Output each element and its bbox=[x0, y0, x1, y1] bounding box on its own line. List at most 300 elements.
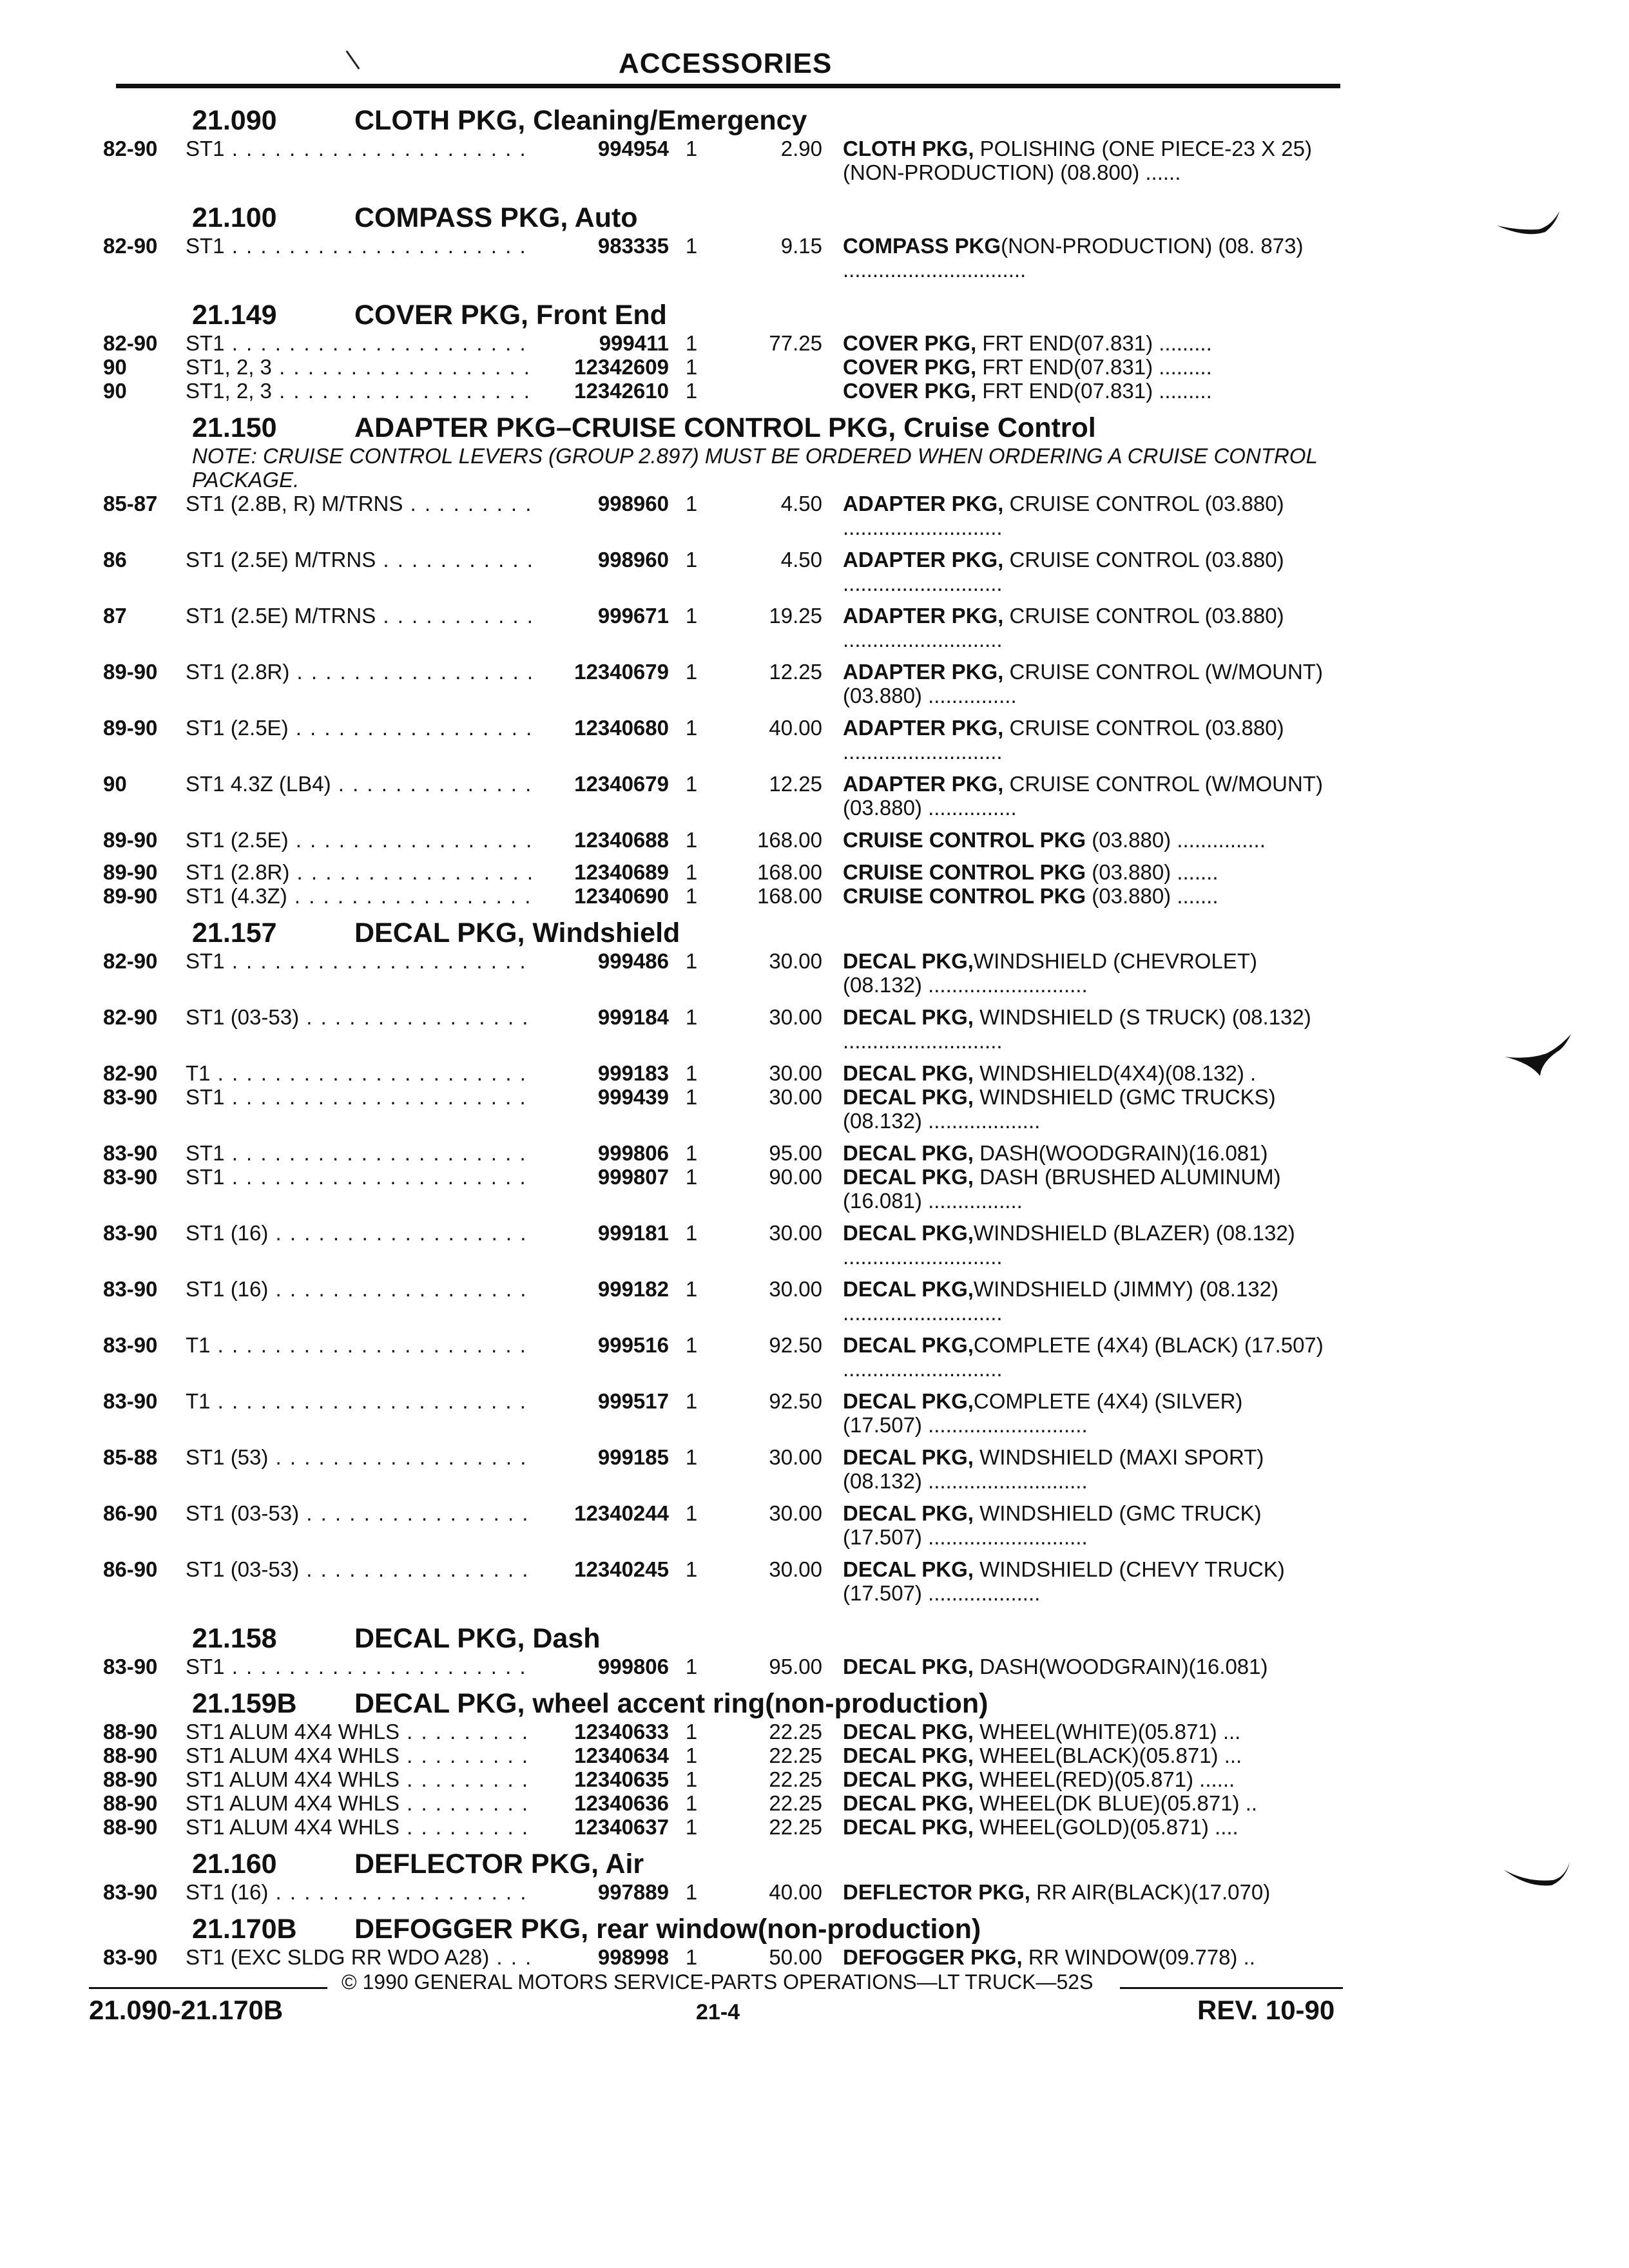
usage-description bbox=[186, 1945, 540, 1969]
part-name-detail: FRT END(07.831) ......... bbox=[976, 379, 1212, 403]
part-name bbox=[843, 1880, 1326, 1904]
quantity: 1 bbox=[685, 1655, 698, 1678]
part-number: 999184 bbox=[597, 1005, 669, 1029]
pen-mark bbox=[346, 50, 360, 70]
part-number: 998998 bbox=[597, 1945, 669, 1969]
list-price: 19.25 bbox=[769, 604, 822, 628]
usage-description bbox=[186, 1005, 540, 1029]
part-name bbox=[843, 355, 1326, 379]
model-years: 86-90 bbox=[103, 1557, 158, 1581]
part-name-detail: (NON-PRODUCTION) (08. 873) ............................... bbox=[843, 234, 1304, 282]
part-name-detail: DASH(WOODGRAIN)(16.081) bbox=[973, 1655, 1268, 1678]
quantity: 1 bbox=[685, 1744, 698, 1767]
part-name bbox=[843, 492, 1326, 539]
part-number: 12340636 bbox=[574, 1791, 669, 1815]
part-name-bold: ADAPTER PKG, bbox=[843, 548, 1004, 572]
part-row bbox=[103, 884, 1366, 908]
section-title: COMPASS PKG, Auto bbox=[354, 202, 638, 233]
model-years: 83-90 bbox=[103, 1945, 158, 1969]
part-row bbox=[103, 1767, 1366, 1791]
model-years: 89-90 bbox=[103, 884, 158, 908]
part-name-detail: FRT END(07.831) ......... bbox=[976, 355, 1212, 379]
list-price: 30.00 bbox=[769, 1005, 822, 1029]
quantity: 1 bbox=[685, 772, 698, 796]
part-row bbox=[103, 1791, 1366, 1815]
part-number: 12342610 bbox=[574, 379, 669, 403]
model-years: 82-90 bbox=[103, 137, 158, 160]
part-number: 999181 bbox=[597, 1221, 669, 1245]
part-name-detail: RR WINDOW(09.778) .. bbox=[1022, 1945, 1255, 1969]
quantity: 1 bbox=[685, 1085, 698, 1109]
part-row bbox=[103, 828, 1366, 852]
part-name bbox=[843, 1333, 1326, 1381]
part-name bbox=[843, 884, 1326, 908]
part-name-detail: (03.880) ....... bbox=[1086, 860, 1219, 884]
model-years: 82-90 bbox=[103, 234, 158, 258]
part-name-detail: CRUISE CONTROL (03.880) ........................... bbox=[843, 716, 1284, 764]
usage-description bbox=[186, 1445, 540, 1469]
model-years: 88-90 bbox=[103, 1815, 158, 1839]
part-number: 12340637 bbox=[574, 1815, 669, 1839]
part-name-bold: DECAL PKG, bbox=[843, 1744, 974, 1767]
section-title: CLOTH PKG, Cleaning/Emergency bbox=[354, 105, 807, 136]
part-name-bold: CRUISE CONTROL PKG bbox=[843, 860, 1086, 884]
usage-description bbox=[186, 137, 540, 160]
part-name-detail: WINDSHIELD (S TRUCK) (08.132) ........................... bbox=[843, 1005, 1311, 1053]
section-number: 21.150 bbox=[192, 412, 277, 443]
usage-description bbox=[186, 1815, 540, 1839]
part-number: 12340245 bbox=[574, 1557, 669, 1581]
part-name-detail: COMPLETE (4X4) (SILVER) (17.507) ........................... bbox=[843, 1389, 1243, 1437]
part-name-bold: COVER PKG, bbox=[843, 331, 977, 355]
list-price: 92.50 bbox=[769, 1389, 822, 1413]
part-name bbox=[843, 1221, 1326, 1269]
list-price: 30.00 bbox=[769, 1501, 822, 1525]
section-number: 21.160 bbox=[192, 1849, 277, 1879]
list-price: 30.00 bbox=[769, 949, 822, 973]
part-name-bold: DECAL PKG, bbox=[843, 1655, 974, 1678]
model-years: 88-90 bbox=[103, 1720, 158, 1744]
part-name-detail: WINDSHIELD (MAXI SPORT) (08.132) ........................... bbox=[843, 1445, 1264, 1493]
punch-hole-mark bbox=[1494, 206, 1565, 245]
usage-description bbox=[186, 772, 540, 796]
usage-text: ST1 (03-53) . . . bbox=[186, 1005, 535, 1029]
part-name bbox=[843, 1767, 1326, 1791]
usage-description bbox=[186, 1221, 540, 1245]
section-title: COVER PKG, Front End bbox=[354, 300, 667, 331]
part-name-detail: (03.880) ............... bbox=[1086, 828, 1266, 852]
part-name-detail: WINDSHIELD (GMC TRUCK) (17.507) ........................... bbox=[843, 1501, 1262, 1549]
part-name-bold: DECAL PKG, bbox=[843, 1557, 974, 1581]
usage-text: ST1 . . . bbox=[186, 234, 535, 258]
part-row bbox=[103, 355, 1366, 379]
part-name-detail: WINDSHIELD (GMC TRUCKS) (08.132) ................... bbox=[843, 1085, 1276, 1133]
part-name bbox=[843, 1005, 1326, 1053]
section-number: 21.149 bbox=[192, 300, 277, 331]
part-number: 999411 bbox=[599, 331, 669, 355]
quantity: 1 bbox=[685, 548, 698, 572]
quantity: 1 bbox=[685, 949, 698, 973]
part-row bbox=[103, 548, 1366, 595]
usage-text: ST1 . . . bbox=[186, 1085, 535, 1109]
part-number: 983335 bbox=[597, 234, 669, 258]
list-price: 40.00 bbox=[769, 1880, 822, 1904]
section-title: DECAL PKG, Dash bbox=[354, 1623, 601, 1654]
usage-text: ST1 . . . bbox=[186, 1141, 535, 1165]
part-row bbox=[103, 1501, 1366, 1549]
parts-listing bbox=[103, 95, 1366, 1969]
usage-description bbox=[186, 1085, 540, 1109]
part-name bbox=[843, 604, 1326, 651]
list-price: 30.00 bbox=[769, 1277, 822, 1301]
quantity: 1 bbox=[685, 1791, 698, 1815]
part-name-bold: DECAL PKG, bbox=[843, 949, 974, 973]
list-price: 4.50 bbox=[780, 548, 822, 572]
part-name bbox=[843, 1141, 1326, 1165]
list-price: 4.50 bbox=[780, 492, 822, 515]
usage-text: ST1 (16) . . . bbox=[186, 1277, 535, 1301]
quantity: 1 bbox=[685, 1767, 698, 1791]
usage-description bbox=[186, 1655, 540, 1678]
model-years: 82-90 bbox=[103, 1005, 158, 1029]
part-name-detail: WINDSHIELD(4X4)(08.132) . bbox=[973, 1061, 1257, 1085]
list-price: 30.00 bbox=[769, 1085, 822, 1109]
section-heading bbox=[103, 95, 1366, 137]
part-name-bold: DEFLECTOR PKG, bbox=[843, 1880, 1030, 1904]
model-years: 90 bbox=[103, 772, 127, 796]
part-name bbox=[843, 1945, 1326, 1969]
part-name bbox=[843, 1061, 1326, 1085]
part-number: 998960 bbox=[597, 492, 669, 515]
usage-text: ST1 (03-53) . . . bbox=[186, 1501, 535, 1525]
list-price: 95.00 bbox=[769, 1141, 822, 1165]
part-name-detail: WINDSHIELD (JIMMY) (08.132) ........................... bbox=[843, 1277, 1278, 1325]
section-title: DECAL PKG, Windshield bbox=[354, 918, 680, 948]
part-name bbox=[843, 137, 1326, 184]
part-name bbox=[843, 1445, 1326, 1493]
usage-text: ST1 . . . bbox=[186, 137, 535, 160]
section-number: 21.100 bbox=[192, 202, 277, 233]
usage-text: ST1, 2, 3 . . . bbox=[186, 355, 535, 379]
quantity: 1 bbox=[685, 1333, 698, 1357]
footer-page-number: 21-4 bbox=[696, 2000, 740, 2024]
usage-text: ST1 (16) . . . bbox=[186, 1880, 535, 1904]
section-heading bbox=[103, 403, 1366, 444]
usage-description bbox=[186, 860, 540, 884]
usage-description bbox=[186, 234, 540, 258]
model-years: 85-87 bbox=[103, 492, 158, 515]
usage-description bbox=[186, 604, 540, 628]
model-years: 86-90 bbox=[103, 1501, 158, 1525]
usage-description bbox=[186, 1767, 540, 1791]
usage-description bbox=[186, 1744, 540, 1767]
part-name-detail: WINDSHIELD (BLAZER) (08.132) ........................... bbox=[843, 1221, 1295, 1269]
part-name bbox=[843, 234, 1326, 282]
model-years: 82-90 bbox=[103, 331, 158, 355]
part-name bbox=[843, 772, 1326, 820]
list-price: 77.25 bbox=[769, 331, 822, 355]
part-number: 994954 bbox=[597, 137, 669, 160]
part-row bbox=[103, 1880, 1366, 1904]
part-number: 998960 bbox=[597, 548, 669, 572]
model-years: 89-90 bbox=[103, 716, 158, 740]
part-name-bold: DECAL PKG, bbox=[843, 1720, 974, 1744]
part-number: 999182 bbox=[597, 1277, 669, 1301]
usage-description bbox=[186, 1333, 540, 1357]
section-heading bbox=[103, 1839, 1366, 1880]
quantity: 1 bbox=[685, 1005, 698, 1029]
usage-text: T1 . . . bbox=[186, 1061, 535, 1085]
model-years: 83-90 bbox=[103, 1655, 158, 1678]
model-years: 89-90 bbox=[103, 828, 158, 852]
model-years: 83-90 bbox=[103, 1165, 158, 1189]
part-name bbox=[843, 1655, 1326, 1678]
section-number: 21.159B bbox=[192, 1688, 297, 1719]
part-name-bold: DECAL PKG, bbox=[843, 1445, 974, 1469]
usage-description bbox=[186, 1501, 540, 1525]
section-heading bbox=[103, 1678, 1366, 1720]
part-name bbox=[843, 828, 1326, 852]
usage-text: T1 . . . bbox=[186, 1389, 535, 1413]
usage-text: ST1 (4.3Z) . . . bbox=[186, 884, 535, 908]
quantity: 1 bbox=[685, 1445, 698, 1469]
list-price: 9.15 bbox=[780, 234, 822, 258]
part-number: 997889 bbox=[597, 1880, 669, 1904]
quantity: 1 bbox=[685, 604, 698, 628]
part-name-bold: DECAL PKG, bbox=[843, 1333, 974, 1357]
quantity: 1 bbox=[685, 1165, 698, 1189]
part-name-bold: COMPASS PKG bbox=[843, 234, 1001, 258]
usage-description bbox=[186, 1165, 540, 1189]
list-price: 90.00 bbox=[769, 1165, 822, 1189]
part-name bbox=[843, 1165, 1326, 1213]
list-price: 92.50 bbox=[769, 1333, 822, 1357]
part-name-detail: (03.880) ....... bbox=[1086, 884, 1219, 908]
quantity: 1 bbox=[685, 331, 698, 355]
part-name-detail: WINDSHIELD (CHEVROLET) (08.132) ........................... bbox=[843, 949, 1257, 997]
part-row bbox=[103, 1815, 1366, 1839]
part-name-detail: WHEEL(GOLD)(05.871) .... bbox=[973, 1815, 1239, 1839]
section-number: 21.090 bbox=[192, 105, 277, 136]
model-years: 88-90 bbox=[103, 1791, 158, 1815]
quantity: 1 bbox=[685, 1061, 698, 1085]
part-number: 12342609 bbox=[574, 355, 669, 379]
part-row bbox=[103, 1720, 1366, 1744]
model-years: 88-90 bbox=[103, 1767, 158, 1791]
usage-description bbox=[186, 828, 540, 852]
usage-text: ST1 ALUM 4X4 WHLS . . . bbox=[186, 1744, 535, 1767]
usage-text: ST1 . . . bbox=[186, 331, 535, 355]
list-price: 12.25 bbox=[769, 772, 822, 796]
list-price: 22.25 bbox=[769, 1744, 822, 1767]
part-name-bold: ADAPTER PKG, bbox=[843, 492, 1004, 515]
list-price: 168.00 bbox=[757, 860, 822, 884]
part-row bbox=[103, 1389, 1366, 1437]
part-name bbox=[843, 548, 1326, 595]
part-number: 12340634 bbox=[574, 1744, 669, 1767]
model-years: 83-90 bbox=[103, 1880, 158, 1904]
part-name bbox=[843, 331, 1326, 355]
list-price: 22.25 bbox=[769, 1791, 822, 1815]
footer-rule-right bbox=[1120, 1987, 1343, 1989]
part-number: 999517 bbox=[597, 1389, 669, 1413]
section-heading bbox=[103, 290, 1366, 331]
quantity: 1 bbox=[685, 492, 698, 515]
part-name-bold: DECAL PKG, bbox=[843, 1141, 974, 1165]
quantity: 1 bbox=[685, 379, 698, 403]
part-row bbox=[103, 331, 1366, 355]
usage-description bbox=[186, 1061, 540, 1085]
part-name-bold: ADAPTER PKG, bbox=[843, 604, 1004, 628]
part-name-detail: WHEEL(WHITE)(05.871) ... bbox=[973, 1720, 1241, 1744]
section-title: ADAPTER PKG–CRUISE CONTROL PKG, Cruise Control bbox=[354, 412, 1096, 443]
part-name-detail: CRUISE CONTROL (03.880) ........................... bbox=[843, 548, 1284, 595]
list-price: 12.25 bbox=[769, 660, 822, 684]
list-price: 30.00 bbox=[769, 1557, 822, 1581]
quantity: 1 bbox=[685, 234, 698, 258]
part-name-bold: COVER PKG, bbox=[843, 355, 977, 379]
part-row bbox=[103, 949, 1366, 997]
section-heading bbox=[103, 1904, 1366, 1945]
part-number: 12340690 bbox=[574, 884, 669, 908]
part-name-detail: COMPLETE (4X4) (BLACK) (17.507) ........................... bbox=[843, 1333, 1324, 1381]
part-row bbox=[103, 1557, 1366, 1605]
usage-description bbox=[186, 331, 540, 355]
part-number: 12340689 bbox=[574, 860, 669, 884]
usage-description bbox=[186, 716, 540, 740]
section-title: DECAL PKG, wheel accent ring(non-production) bbox=[354, 1688, 988, 1719]
quantity: 1 bbox=[685, 1557, 698, 1581]
part-name bbox=[843, 860, 1326, 884]
part-name bbox=[843, 1815, 1326, 1839]
part-row bbox=[103, 1061, 1366, 1085]
part-name-detail: WHEEL(DK BLUE)(05.871) .. bbox=[973, 1791, 1258, 1815]
part-row bbox=[103, 1445, 1366, 1493]
list-price: 30.00 bbox=[769, 1445, 822, 1469]
usage-text: ST1 (2.5E) . . . bbox=[186, 716, 535, 740]
part-row bbox=[103, 379, 1366, 403]
usage-text: ST1 ALUM 4X4 WHLS . . . bbox=[186, 1767, 535, 1791]
quantity: 1 bbox=[685, 1221, 698, 1245]
part-row bbox=[103, 716, 1366, 764]
part-name-detail: RR AIR(BLACK)(17.070) bbox=[1030, 1880, 1271, 1904]
list-price: 95.00 bbox=[769, 1655, 822, 1678]
list-price: 168.00 bbox=[757, 884, 822, 908]
usage-text: ST1 (2.5E) M/TRNS . . . bbox=[186, 548, 535, 572]
usage-text: ST1 . . . bbox=[186, 949, 535, 973]
part-name bbox=[843, 1085, 1326, 1133]
usage-text: ST1 ALUM 4X4 WHLS . . . bbox=[186, 1720, 535, 1744]
part-name-bold: CRUISE CONTROL PKG bbox=[843, 884, 1086, 908]
part-name-bold: CRUISE CONTROL PKG bbox=[843, 828, 1086, 852]
usage-text: ST1 (2.8B, R) M/TRNS . . . bbox=[186, 492, 535, 515]
part-name bbox=[843, 1277, 1326, 1325]
part-number: 12340679 bbox=[574, 772, 669, 796]
part-number: 12340688 bbox=[574, 828, 669, 852]
part-name-detail: CRUISE CONTROL (W/MOUNT) (03.880) ............... bbox=[843, 772, 1323, 820]
part-name-bold: DEFOGGER PKG, bbox=[843, 1945, 1023, 1969]
usage-text: ST1 (2.8R) . . . bbox=[186, 660, 535, 684]
usage-text: ST1 (2.8R) . . . bbox=[186, 860, 535, 884]
part-row bbox=[103, 1277, 1366, 1325]
usage-text: ST1 (03-53) . . . bbox=[186, 1557, 535, 1581]
part-name-bold: DECAL PKG, bbox=[843, 1815, 974, 1839]
usage-description bbox=[186, 1880, 540, 1904]
part-name bbox=[843, 949, 1326, 997]
list-price: 168.00 bbox=[757, 828, 822, 852]
section-number: 21.158 bbox=[192, 1623, 277, 1654]
quantity: 1 bbox=[685, 828, 698, 852]
part-number: 999806 bbox=[597, 1655, 669, 1678]
part-name-bold: DECAL PKG, bbox=[843, 1791, 974, 1815]
usage-text: ST1 ALUM 4X4 WHLS . . . bbox=[186, 1815, 535, 1839]
part-name-bold: DECAL PKG, bbox=[843, 1501, 974, 1525]
usage-text: ST1 (16) . . . bbox=[186, 1221, 535, 1245]
part-number: 12340679 bbox=[574, 660, 669, 684]
model-years: 83-90 bbox=[103, 1221, 158, 1245]
part-name-detail: CRUISE CONTROL (03.880) ........................... bbox=[843, 604, 1284, 651]
part-row bbox=[103, 1333, 1366, 1381]
usage-text: ST1 . . . bbox=[186, 1655, 535, 1678]
list-price: 22.25 bbox=[769, 1720, 822, 1744]
usage-description bbox=[186, 1720, 540, 1744]
part-row bbox=[103, 1221, 1366, 1269]
section-heading bbox=[103, 193, 1366, 234]
model-years: 88-90 bbox=[103, 1744, 158, 1767]
part-row bbox=[103, 860, 1366, 884]
section-note: NOTE: CRUISE CONTROL LEVERS (GROUP 2.897) MUST BE ORDERED WHEN ORDERING A CRUISE CONTROL PACKAGE. bbox=[192, 444, 1318, 492]
part-row bbox=[103, 604, 1366, 651]
part-name-bold: DECAL PKG, bbox=[843, 1085, 974, 1109]
part-row bbox=[103, 1165, 1366, 1213]
quantity: 1 bbox=[685, 1945, 698, 1969]
part-name-detail: WINDSHIELD (CHEVY TRUCK) (17.507) ................... bbox=[843, 1557, 1285, 1605]
part-row bbox=[103, 234, 1366, 282]
section-title: DEFOGGER PKG, rear window(non-production) bbox=[354, 1914, 981, 1945]
model-years: 83-90 bbox=[103, 1333, 158, 1357]
usage-description bbox=[186, 949, 540, 973]
usage-description bbox=[186, 884, 540, 908]
part-name-bold: DECAL PKG, bbox=[843, 1389, 974, 1413]
model-years: 90 bbox=[103, 379, 127, 403]
part-number: 999806 bbox=[597, 1141, 669, 1165]
list-price: 22.25 bbox=[769, 1815, 822, 1839]
part-name-detail: WHEEL(BLACK)(05.871) ... bbox=[973, 1744, 1242, 1767]
usage-text: T1 . . . bbox=[186, 1333, 535, 1357]
model-years: 89-90 bbox=[103, 860, 158, 884]
part-name-detail: DASH(WOODGRAIN)(16.081) bbox=[973, 1141, 1268, 1165]
usage-description bbox=[186, 1791, 540, 1815]
usage-text: ST1 (EXC SLDG RR WDO A28) . . . bbox=[186, 1945, 535, 1969]
section-number: 21.170B bbox=[192, 1914, 297, 1945]
quantity: 1 bbox=[685, 884, 698, 908]
footer-copyright: © 1990 GENERAL MOTORS SERVICE-PARTS OPERATIONS—LT TRUCK—52S bbox=[342, 1970, 1094, 1994]
usage-text: ST1 4.3Z (LB4) . . . bbox=[186, 772, 535, 796]
part-name bbox=[843, 379, 1326, 403]
part-row bbox=[103, 1141, 1366, 1165]
punch-hole-mark bbox=[1501, 1856, 1572, 1894]
part-name-detail: CRUISE CONTROL (03.880) ........................... bbox=[843, 492, 1284, 539]
usage-description bbox=[186, 379, 540, 403]
part-name-detail: POLISHING (ONE PIECE-23 X 25) (NON-PRODUCTION) (08.800) ...... bbox=[843, 137, 1312, 184]
part-name-bold: DECAL PKG, bbox=[843, 1005, 974, 1029]
model-years: 83-90 bbox=[103, 1389, 158, 1413]
part-name-bold: DECAL PKG, bbox=[843, 1767, 974, 1791]
usage-text: ST1 (2.5E) M/TRNS . . . bbox=[186, 604, 535, 628]
header-rule bbox=[116, 84, 1340, 88]
footer-section-range: 21.090-21.170B bbox=[89, 1995, 284, 2025]
part-name bbox=[843, 1791, 1326, 1815]
